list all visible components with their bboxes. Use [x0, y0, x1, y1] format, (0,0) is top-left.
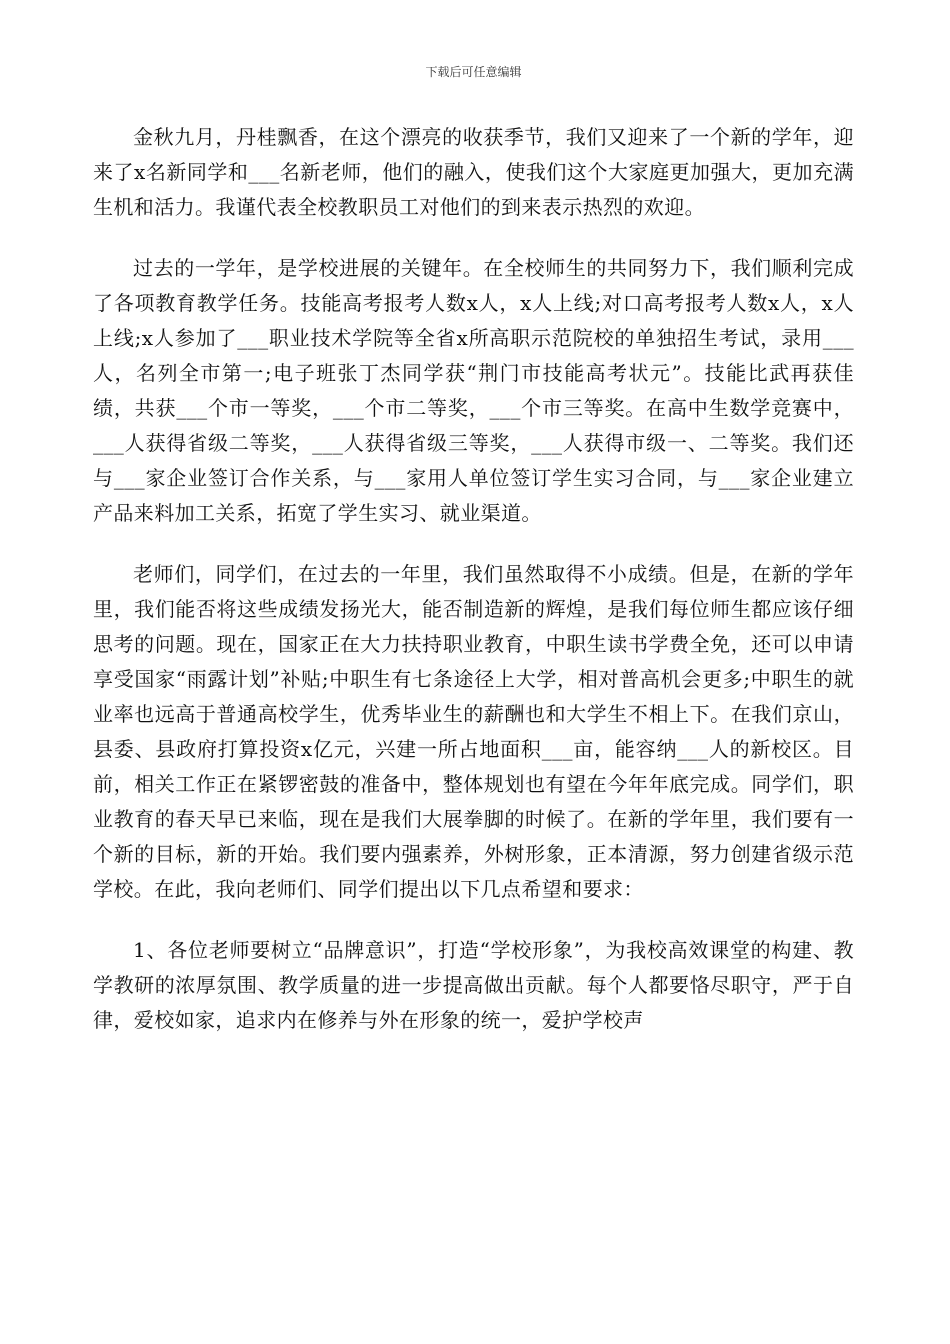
paragraph-outlook: 老师们，同学们，在过去的一年里，我们虽然取得不小成绩。但是，在新的学年里，我们能否将这些成绩发扬光大，能否制造新的辉煌，是我们每位师生都应该仔细思考的问题。现在，国家正在大力扶持职业教育，中职生读书学费全免，还可以申请享受国家“雨露计划”补贴;中职生有七条途径上大学，相对普高机会更多;中职生的就业率也远高于普通高校学生，优秀毕业生的薪酬也和大学生不相上下。在我们京山，县委、县政府打算投资x亿元，兴建一所占地面积___亩，能容纳___人的新校区。目前，相关工作正在紧锣密鼓的准备中，整体规划也有望在今年年底完成。同学们，职业教育的春天早已来临，现在是我们大展拳脚的时候了。在新的学年里，我们要有一个新的目标，新的开始。我们要内强素养，外树形象，正本清源，努力创建省级示范学校。在此，我向老师们、同学们提出以下几点希望和要求： — [93, 562, 854, 901]
paragraph-requirement-1: 1、各位老师要树立“品牌意识”，打造“学校形象”，为我校高效课堂的构建、教学教研的浓厚氛围、教学质量的进一步提高做出贡献。每个人都要恪尽职守，严于自律，爱校如家，追求内在修养与外在形象的统一，爱护学校声 — [93, 938, 854, 1032]
page-header: 下载后可任意编辑 — [425, 65, 522, 79]
paragraph-achievements: 过去的一学年，是学校进展的关键年。在全校师生的共同努力下，我们顺利完成了各项教育教学任务。技能高考报考人数x人，x人上线;对口高考报考人数x人，x人上线;x人参加了___职业技术学院等全省x所高职示范院校的单独招生考试，录用___人，名列全市第一;电子班张丁杰同学获“荆门市技能高考状元”。技能比武再获佳绩，共获___个市一等奖，___个市二等奖，___个市三等奖。在高中生数学竞赛中，___人获得省级二等奖，___人获得省级三等奖，___人获得市级一、二等奖。我们还与___家企业签订合作关系，与___家用人单位签订学生实习合同，与___家企业建立产品来料加工关系，拓宽了学生实习、就业渠道。 — [93, 256, 854, 525]
paragraph-welcome: 金秋九月，丹桂飘香，在这个漂亮的收获季节，我们又迎来了一个新的学年，迎来了x名新同学和___名新老师，他们的融入，使我们这个大家庭更加强大，更加充满生机和活力。我谨代表全校教职员工对他们的到来表示热烈的欢迎。 — [93, 125, 854, 219]
document-body — [93, 120, 854, 1038]
